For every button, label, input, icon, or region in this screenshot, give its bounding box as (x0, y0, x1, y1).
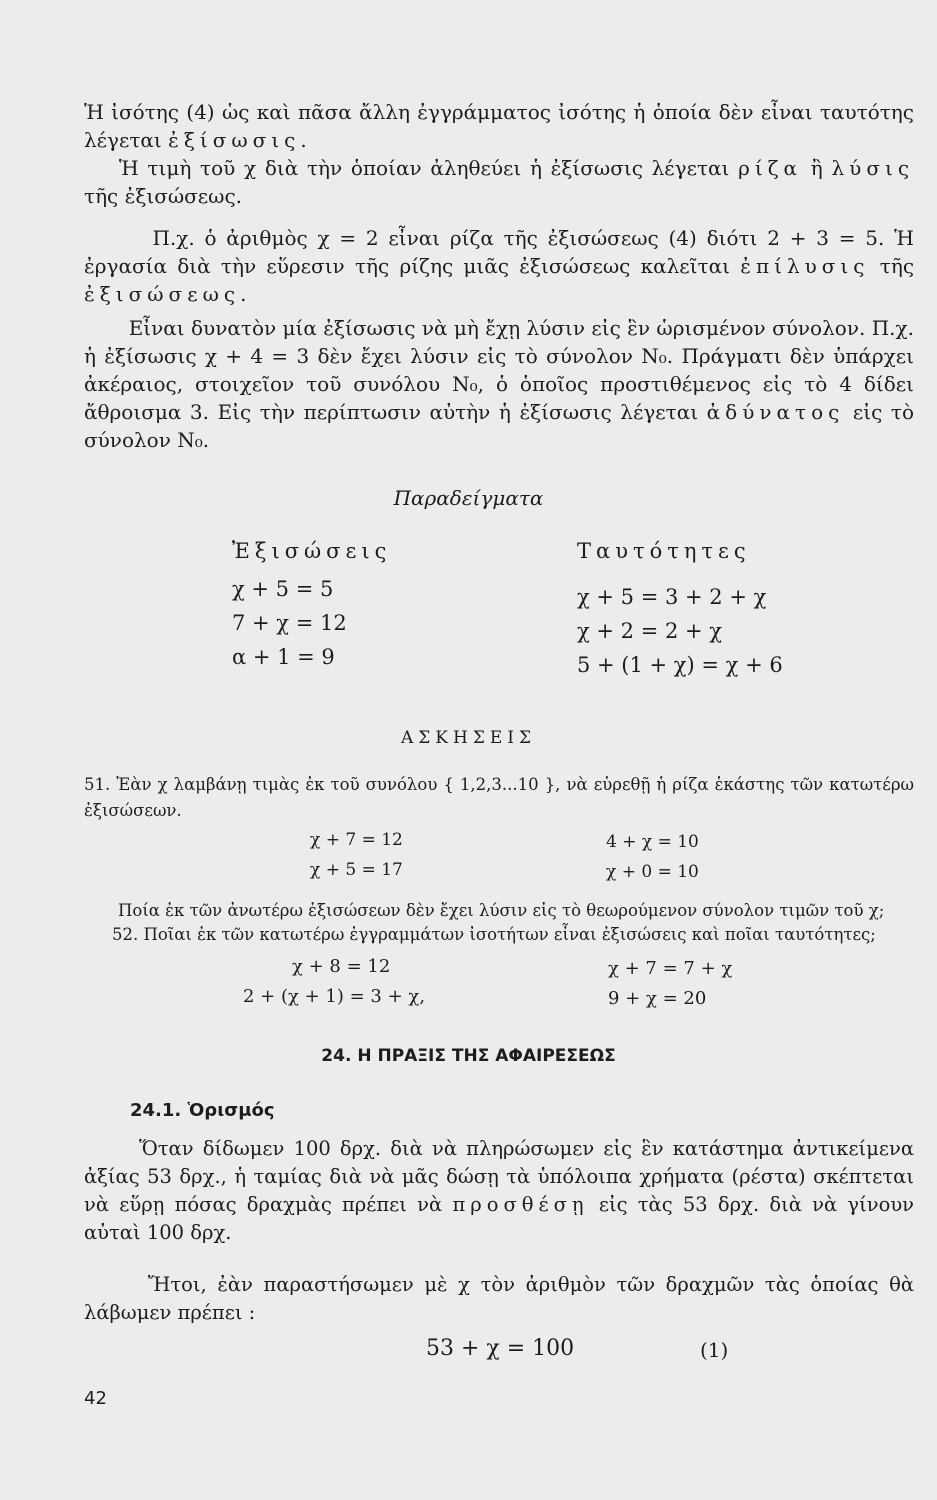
equation-item: χ + 5 = 5 (232, 577, 334, 601)
exercise-51: 51. Ἐὰν χ λαμβάνῃ τιμὰς ἐκ τοῦ συνόλου { 1,2,3...10 }, νὰ εὑρεθῇ ἡ ρίζα ἑκάστης τῶν κατωτέρω ἐξισώσεων. (84, 775, 914, 820)
exercise-51-question: Ποία ἐκ τῶν ἀνωτέρω ἐξισώσεων δὲν ἔχει λύσιν εἰς τὸ θεωρούμενον σύνολον τιμῶν τοῦ χ; (118, 901, 885, 920)
paragraph-root-definition: Ἡ τιμὴ τοῦ χ διὰ τὴν ὁποίαν ἀληθεύει ἡ ἐξίσωσις λέγεται ρίζα ἢ λύσις τῆς ἐξισώσεως. (84, 156, 915, 208)
exercises-heading: ΑΣΚΗΣΕΙΣ (401, 728, 536, 748)
paragraph-solving-example: Π.χ. ὁ ἀριθμὸς χ = 2 εἶναι ρίζα τῆς ἐξισώσεως (4) διότι 2 + 3 = 5. Ἡ ἐργασία διὰ τὴν εὕρεσιν τῆς ρίζης μιᾶς ἐξισώσεως καλεῖται ἐπίλυσις τῆς ἐξισώσεως. (84, 226, 915, 306)
identity-item: 5 + (1 + χ) = χ + 6 (577, 653, 783, 677)
identities-title: Ταυτότητες (577, 539, 751, 563)
exercise-51-equation: χ + 0 = 10 (606, 862, 699, 882)
equation-item: α + 1 = 9 (232, 645, 335, 669)
exercise-51-equation: χ + 5 = 17 (310, 860, 403, 880)
exercise-52-equation: χ + 8 = 12 (292, 956, 391, 977)
section-title: 24. Η ΠΡΑΞΙΣ ΤΗΣ ΑΦΑΙΡΕΣΕΩΣ (321, 1046, 616, 1066)
equation-item: 7 + χ = 12 (232, 611, 347, 635)
exercise-52: 52. Ποῖαι ἐκ τῶν κατωτέρω ἐγγραμμάτων ἰσοτήτων εἶναι ἐξισώσεις καὶ ποῖαι ταυτότητες; (112, 925, 876, 944)
main-equation: 53 + χ = 100 (426, 1336, 575, 1361)
paragraph-subtraction-intro: Ὅταν δίδωμεν 100 δρχ. διὰ νὰ πληρώσωμεν εἰς ἓν κατάστημα ἀντικείμενα ἀξίας 53 δρχ., ἡ ταμίας διὰ νὰ μᾶς δώσῃ τὰ ὑπόλοιπα χρήματα (ρέστα) σκέπτεται νὰ εὕρῃ πόσας δραχμὰς πρέπει νὰ προσθέσῃ εἰς τὰς 53 δρχ. διὰ νὰ γίνουν αὐταὶ 100 δρχ. (84, 1137, 915, 1244)
identities-column (577, 534, 783, 682)
exercise-52-equation: χ + 7 = 7 + χ (608, 958, 733, 979)
equation-number: (1) (700, 1338, 729, 1362)
subsection-title: 24.1. Ὁρισμός (130, 1100, 275, 1121)
equations-title: Ἐξισώσεις (232, 539, 392, 563)
page-number: 42 (84, 1388, 107, 1409)
exercise-51-equation: χ + 7 = 12 (310, 830, 403, 850)
paragraph-equation-definition: Ἡ ἰσότης (4) ὡς καὶ πᾶσα ἄλλη ἐγγράμματος ἰσότης ἡ ὁποία δὲν εἶναι ταυτότης λέγεται ἐξίσωσις. (84, 100, 914, 152)
exercise-52-equation: 2 + (χ + 1) = 3 + χ, (243, 986, 426, 1007)
paragraph-equation-intro: Ἤτοι, ἐὰν παραστήσωμεν μὲ χ τὸν ἀριθμὸν τῶν δραχμῶν τὰς ὁποίας θὰ λάβωμεν πρέπει : (84, 1273, 914, 1324)
identity-item: χ + 5 = 3 + 2 + χ (577, 585, 767, 609)
exercise-52-equation: 9 + χ = 20 (608, 988, 707, 1009)
examples-heading: Παραδείγματα (393, 486, 544, 510)
identity-item: χ + 2 = 2 + χ (577, 619, 723, 643)
exercise-51-equation: 4 + χ = 10 (606, 832, 699, 852)
equations-column (232, 534, 391, 674)
paragraph-impossible-equation: Εἶναι δυνατὸν μία ἐξίσωσις νὰ μὴ ἔχῃ λύσιν εἰς ἓν ὡρισμένον σύνολον. Π.χ. ἡ ἐξίσωσις χ + 4 = 3 δὲν ἔχει λύσιν εἰς τὸ σύνολον Ν₀. Πράγματι δὲν ὑπάρχει ἀκέραιος, στοιχεῖον τοῦ συνόλου Ν₀, ὁ ὁποῖος προστιθέμενος εἰς τὸ 4 δίδει ἄθροισμα 3. Εἰς τὴν περίπτωσιν αὐτὴν ἡ ἐξίσωσις λέγεται ἀδύνατος εἰς τὸ σύνολον Ν₀. (84, 316, 915, 452)
